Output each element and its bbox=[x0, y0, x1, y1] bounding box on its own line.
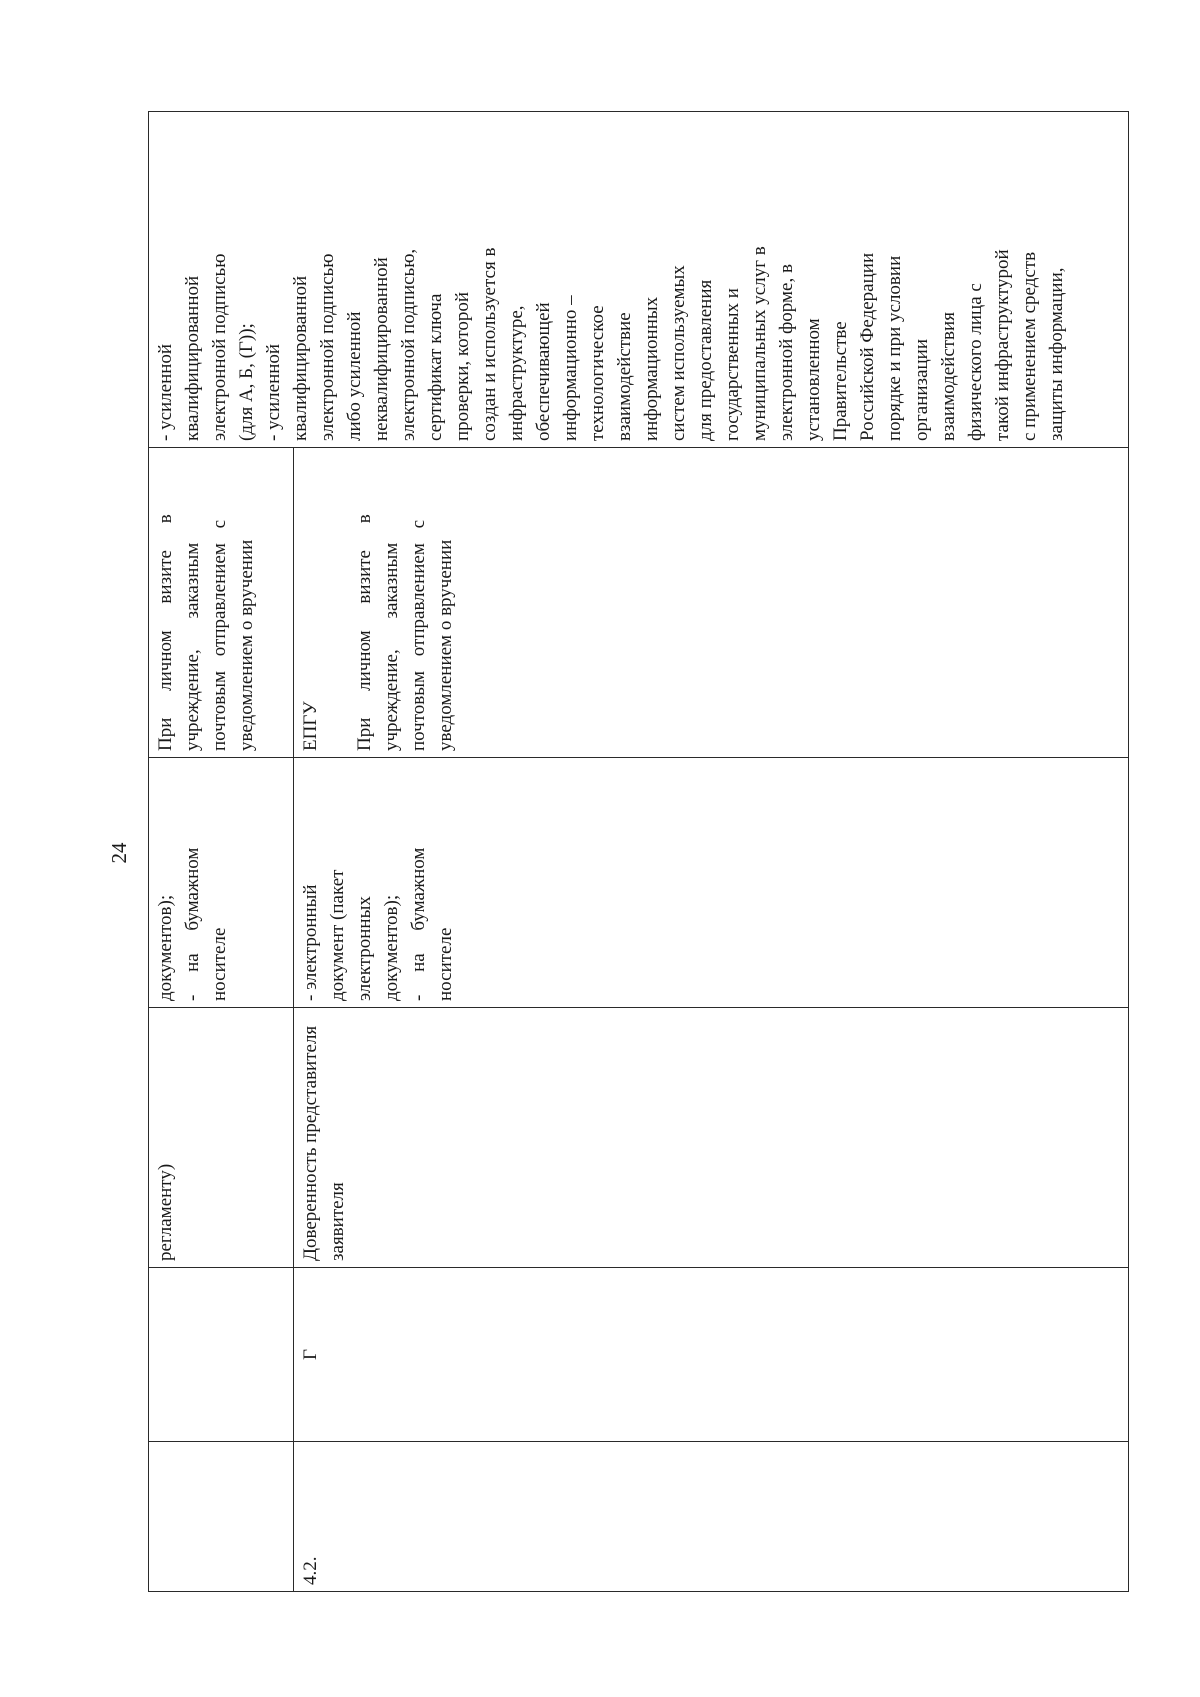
form-line: электронных bbox=[354, 896, 375, 1001]
signature-line: квалифицированной bbox=[290, 275, 311, 441]
signature-line: квалифицированной bbox=[182, 275, 203, 441]
signature-line: Российской Федерации bbox=[857, 252, 878, 441]
signature-line: - усиленной bbox=[155, 343, 176, 441]
signature-line: защиты информации, bbox=[1046, 267, 1067, 441]
method-line: почтовым отправлением с bbox=[209, 519, 230, 751]
signature-line: создан и используется в bbox=[479, 247, 500, 441]
signature-line: такой инфраструктурой bbox=[992, 249, 1013, 441]
cell-category-continued bbox=[149, 1268, 294, 1442]
signature-line: электронной подписью bbox=[209, 253, 230, 441]
cell-method bbox=[294, 448, 1129, 758]
signature-line: обеспечивающей bbox=[533, 302, 554, 441]
signature-line: электронной подписью bbox=[317, 253, 338, 441]
form-line: - на бумажном bbox=[182, 847, 203, 1001]
table-row-continued bbox=[149, 112, 294, 1592]
method-line: При личном визите в bbox=[354, 514, 375, 751]
signature-line: сертификат ключа bbox=[425, 293, 446, 441]
signature-line: систем используемых bbox=[668, 265, 689, 441]
signature-line: Правительстве bbox=[830, 321, 851, 441]
cell-form-continued bbox=[149, 758, 294, 1008]
signature-line: с применением средств bbox=[1019, 251, 1040, 441]
method-line: учреждение, заказным bbox=[182, 542, 203, 751]
signature-line: технологическое bbox=[587, 305, 608, 441]
form-line: документов); bbox=[155, 894, 176, 1001]
signature-line: электронной подписью, bbox=[398, 248, 419, 441]
cell-method-continued bbox=[149, 448, 294, 758]
form-line: документ (пакет bbox=[327, 869, 348, 1001]
signature-line: государственных и bbox=[722, 288, 743, 441]
signature-line: муниципальных услуг в bbox=[749, 246, 770, 441]
method-line: учреждение, заказным bbox=[381, 542, 402, 751]
document-line: Доверенность представителя bbox=[300, 1025, 321, 1261]
signature-line: проверки, которой bbox=[452, 291, 473, 441]
document-table-rotated bbox=[148, 112, 1128, 1592]
signature-line: физического лица с bbox=[965, 283, 986, 441]
signature-line: электронной форме, в bbox=[776, 264, 797, 441]
method-line: При личном визите в bbox=[155, 514, 176, 751]
signature-line: информационно – bbox=[560, 295, 581, 441]
method-top: ЕПГУ bbox=[300, 701, 321, 751]
signature-line: информационных bbox=[641, 296, 662, 441]
cell-category: Г bbox=[294, 1268, 1129, 1442]
form-line: - электронный bbox=[300, 884, 321, 1001]
method-line: уведомлением о вручении bbox=[435, 539, 456, 751]
documents-table bbox=[148, 111, 1129, 1592]
signature-line: для предоставления bbox=[695, 279, 716, 441]
signature-line: инфраструктуре, bbox=[506, 305, 527, 441]
form-line: - на бумажном bbox=[408, 847, 429, 1001]
signature-line: либо усиленной bbox=[344, 311, 365, 441]
signature-line: установленном bbox=[803, 318, 824, 441]
cell-document bbox=[294, 1008, 1129, 1268]
signature-line: (для А, Б, (Г)); bbox=[236, 323, 257, 441]
signature-line: - усиленной bbox=[263, 343, 284, 441]
cell-form bbox=[294, 758, 1129, 1008]
page-number: 24 bbox=[107, 842, 131, 864]
signature-line: порядке и при условии bbox=[884, 255, 905, 441]
cell-signature bbox=[149, 112, 1129, 448]
cell-number: 4.2. bbox=[294, 1442, 1129, 1592]
form-line: носителе bbox=[209, 927, 230, 1001]
document-line: заявителя bbox=[327, 1182, 348, 1261]
method-spacer bbox=[324, 454, 351, 751]
form-line: носителе bbox=[435, 927, 456, 1001]
method-line: почтовым отправлением с bbox=[408, 519, 429, 751]
method-line: уведомлением о вручении bbox=[236, 539, 257, 751]
signature-line: взаимодействия bbox=[938, 312, 959, 441]
signature-line: организации bbox=[911, 338, 932, 441]
cell-document-continued: регламенту) bbox=[149, 1008, 294, 1268]
cell-number-continued bbox=[149, 1442, 294, 1592]
signature-line: взаимодействие bbox=[614, 312, 635, 441]
form-line: документов); bbox=[381, 894, 402, 1001]
signature-line: неквалифицированной bbox=[371, 257, 392, 441]
